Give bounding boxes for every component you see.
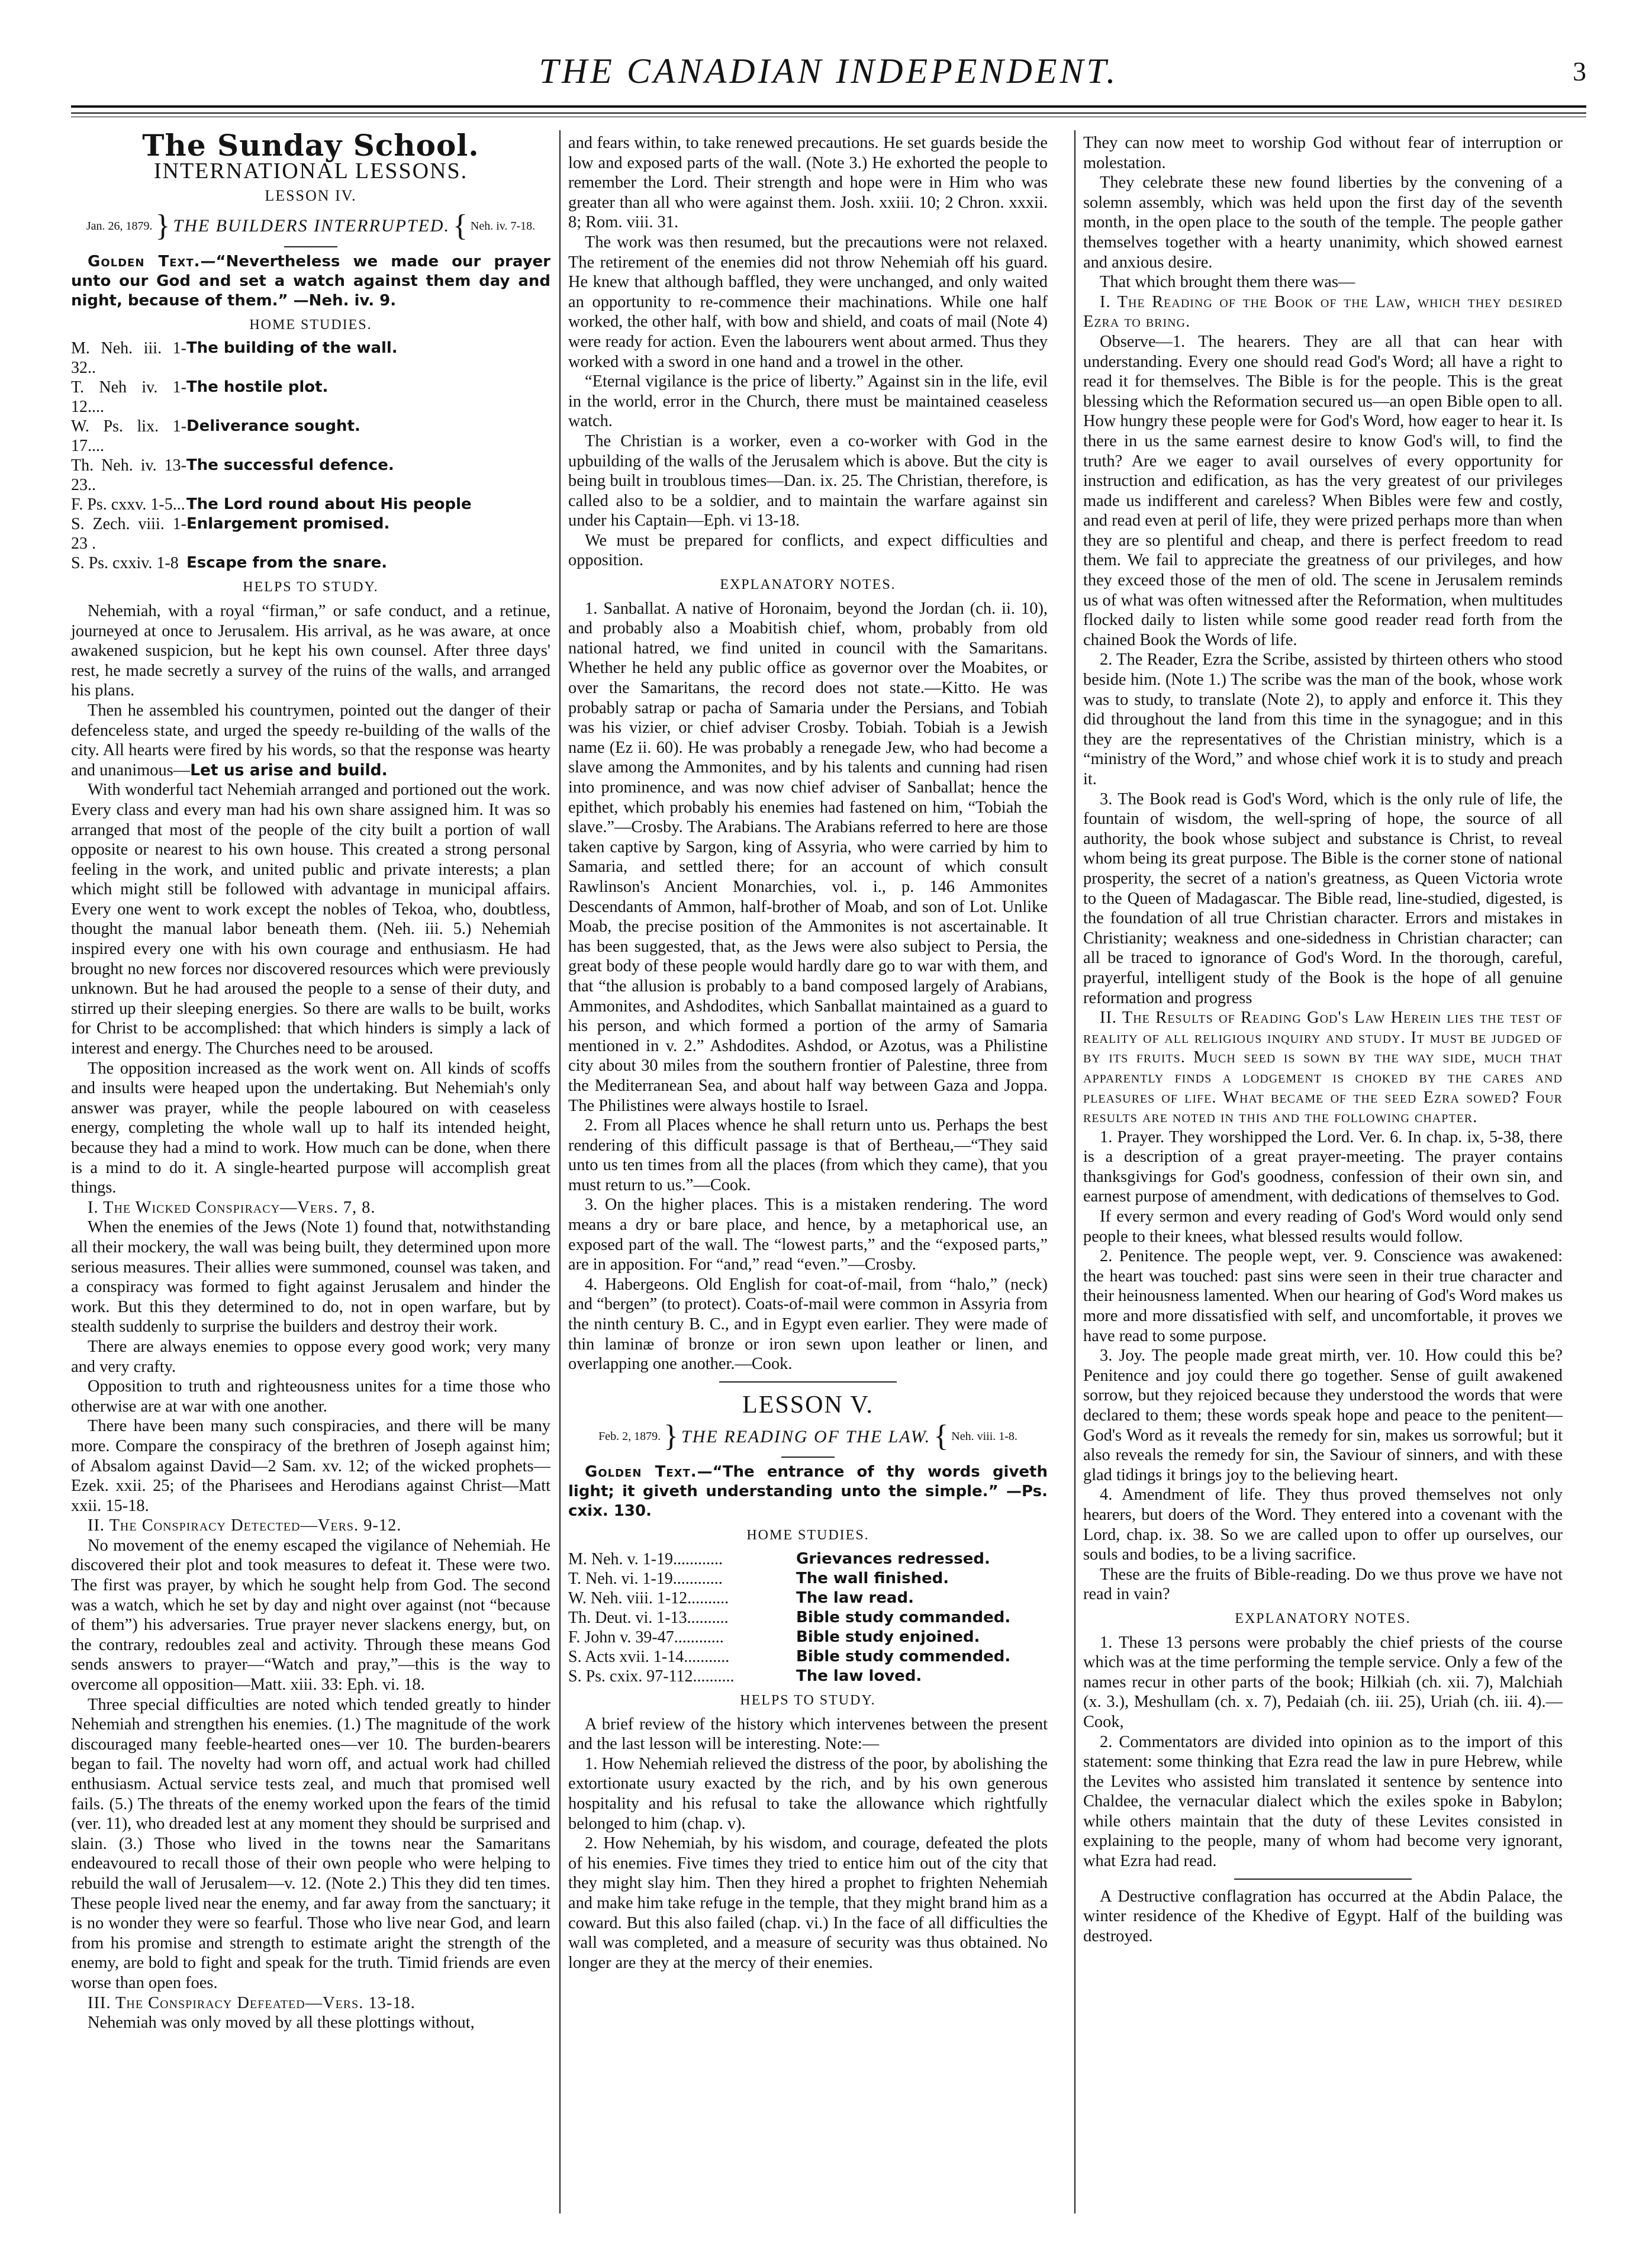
paragraph <box>71 701 550 780</box>
list-item <box>71 417 550 456</box>
header-rule <box>71 105 1586 108</box>
divider <box>719 1381 897 1383</box>
golden-text-body: —“Nevertheless we made our prayer unto our God and set a watch against them day and night, because of them.” —Neh. iv. 9. <box>71 252 550 310</box>
study-topic: Grievances redressed. <box>796 1550 990 1568</box>
divider <box>781 1457 835 1458</box>
scripture-ref: Th. Deut. vi. 1-13.......... <box>568 1609 729 1627</box>
lesson-date: Feb. 2, 1879. <box>598 1430 661 1444</box>
paragraph: When the enemies of the Jews (Note 1) found that, notwithstanding all their mockery, the wall was being built, they determined upon more serious measures. Their allies were summoned, counsel was taken, and a conspiracy was formed to fight against Jerusalem and hinder the work. But this they determined to do, not in open warfare, but by stealth suddenly to surprise the builders and destroy their work. <box>71 1218 550 1336</box>
paragraph: “Eternal vigilance is the price of liberty.” Against sin in the life, evil in the world, error in the Church, there must be maintained ceaseless watch. <box>568 372 1048 431</box>
subsection-heading: III. The Conspiracy Defeated—Vers. 13-18. <box>88 1993 416 2012</box>
lesson-reference: Neh. iv. 7-18. <box>470 219 536 233</box>
home-studies-heading: HOME STUDIES. <box>746 1528 870 1544</box>
paragraph: They celebrate these new found liberties by the convening of a solemn assembly, which was held upon the first day of the seventh month, in the open place to the south of the temple. The people gather themselves together with a hearty unanimity, which showed earnest and anxious desire. <box>1083 173 1563 272</box>
paragraph: No movement of the enemy escaped the vigilance of Nehemiah. He discovered their plot and took measures to defeat it. These were two. The first was prayer, by which he sought help from God. The second was a watch, which he set by day and night over against (not “because of them”) his adversaries. True prayer never slackens energy, but, on the contrary, redoubles zeal and activity. Through these means God sends answers to prayer—“Watch and pray,”—this is the way to overcome all opposition—Matt. xiii. 33: Eph. vi. 18. <box>71 1536 550 1694</box>
note: 2. From all Places whence he shall return unto us. Perhaps the best rendering of this difficult passage is that of Bertheau,—“They said unto us ten times from all the places (from which they came), that you must return to us.”—Cook. <box>568 1116 1048 1194</box>
section-masthead: The Sunday School. <box>142 128 479 163</box>
list-item <box>71 339 550 378</box>
lesson-title-row <box>71 208 550 243</box>
scripture-ref: S. Ps. cxxiv. 1-8 <box>71 554 179 573</box>
note: 2. Commentators are divided into opinion as to the import of this statement: some thinking that Ezra read the law in pure Hebrew, while the Levites who assisted him translated it sentence by sentence into Chaldee, the vernacular dialect which the exiles spoke in Babylon; while others maintain that the duty of these Levites consisted in explaining to the people, many of whom had become very ignorant, what Ezra had read. <box>1083 1732 1563 1871</box>
subsection-heading: I. The Wicked Conspiracy—Vers. 7, 8. <box>88 1198 376 1217</box>
divider <box>1234 1879 1412 1880</box>
study-topic: Enlargement promised. <box>186 515 390 533</box>
study-topic: The Lord round about His people <box>186 495 472 514</box>
study-topic: The law loved. <box>796 1667 922 1685</box>
list-item <box>568 1628 1048 1647</box>
golden-text-label: Golden Text. <box>88 252 201 270</box>
paragraph: Nehemiah, with a royal “firman,” or safe conduct, and a retinue, journeyed at once to Jerusalem. His arrival, as he was aware, at once awakened suspicion, but he kept his own counsel. After three days' rest, he made secretly a survey of the ruins of the walls, and arranged his plans. <box>71 601 550 700</box>
list-item <box>568 1569 1048 1589</box>
paragraph: That which brought them there was— <box>1100 273 1355 292</box>
list-item <box>71 378 550 417</box>
paragraph: 2. The Reader, Ezra the Scribe, assisted by thirteen others who stood beside him. (Note 1.) The scribe was the man of the book, whose work was to study, to translate (Note 2), to apply and enforce it. This they did throughout the land from this time in the synagogue; and in this they are the representatives of the Christian ministry, which is a “ministry of the Word,” and whose chief work it is to study and preach it. <box>1083 650 1563 788</box>
lesson-title-row <box>568 1421 1048 1452</box>
paragraph: The work was then resumed, but the precautions were not relaxed. The retirement of the enemies did not throw Nehemiah off his guard. He knew that although baffled, they were unchanged, and only waited an opportunity to re-commence their machinations. While one half worked, the other half, with bow and shield, and coats of mail (Note 4) were ready for action. Even the labourers went about armed. Thus they worked with a sword in one hand and a trowel in the other. <box>568 233 1048 371</box>
note: 3. On the higher places. This is a mistaken rendering. The word means a dry or bare place, and hence, by a metaphorical use, an exposed part of the wall. The “lowest parts,” and the “exposed parts,” are in apposition. For “and,” read “even.”—Crosby. <box>568 1196 1048 1274</box>
scripture-ref: M. Neh. v. 1-19............ <box>568 1550 723 1568</box>
header-rule <box>71 112 1586 114</box>
page-header <box>71 47 1586 118</box>
paragraph: If every sermon and every reading of God's Word would only send people to their knees, what blessed results would follow. <box>1083 1207 1563 1246</box>
paragraph: 1. Prayer. They worshipped the Lord. Ver. 6. In chap. ix, 5-38, there is a description of a great prayer-meeting. The prayer contains thanksgivings for God's goodness, confession of their own sin, and earnest purpose of amendment, with dedications of themselves to God. <box>1083 1127 1563 1206</box>
list-item <box>71 495 550 514</box>
paragraph: There are always enemies to oppose every good work; very many and very crafty. <box>71 1337 550 1376</box>
scripture-ref: T. Neh iv. 1-12.... <box>71 378 186 417</box>
list-item <box>568 1549 1048 1569</box>
study-topic: Escape from the snare. <box>186 554 388 572</box>
study-topic: Bible study enjoined. <box>796 1628 980 1646</box>
lesson-title: THE BUILDERS INTERRUPTED. <box>173 215 450 236</box>
paragraph: 2. Penitence. The people wept, ver. 9. Conscience was awakened: the heart was touched: past sins were seen in their true character and their heinousness lamented. When our hearing of God's Word makes us more and more dissatisfied with self, and uncomfortable, it proves we have read to some purpose. <box>1083 1247 1563 1345</box>
study-topic: Deliverance sought. <box>186 417 360 436</box>
list-item <box>568 1589 1048 1608</box>
column-divider <box>1074 130 1075 2213</box>
brace: { <box>452 208 468 243</box>
home-studies-list <box>568 1549 1048 1686</box>
study-topic: The wall finished. <box>796 1570 949 1587</box>
paragraph-text: Then he assembled his countrymen, pointed out the danger of their defenceless state, and urged the speedy re-building of the walls of the city. All hearts were fired by his words, so that the response was hearty and unanimous— <box>71 701 550 779</box>
emphasis: Let us arise and build. <box>190 761 388 779</box>
column-1 <box>71 128 550 2033</box>
golden-text <box>71 252 550 311</box>
scripture-ref: F. John v. 39-47............ <box>568 1628 724 1647</box>
scripture-ref: S. Zech. viii. 1-23 . <box>71 515 186 553</box>
list-item <box>568 1647 1048 1667</box>
paragraph: 2. How Nehemiah, by his wisdom, and courage, defeated the plots of his enemies. Five times they tried to entice him out of the city that they might slay him. Then they hired a prophet to frighten Nehemiah and make him take refuge in the temple, that they might brand him as a coward. But this also failed (chap. vi.) In the face of all difficulties the wall was completed, and a measure of security was thus obtained. No longer are they at the mercy of their enemies. <box>568 1834 1048 1972</box>
subsection-heading: I. The Reading of the Book of the Law, which they desired Ezra to bring. <box>1083 292 1563 331</box>
home-studies-heading: HOME STUDIES. <box>249 317 372 333</box>
paragraph: Observe—1. The hearers. They are all that can hear with understanding. Every one should read God's Word; all have a right to read it for themselves. The Bible is for the people. This is the great blessing which the Reformation secured us—an open Bible open to all. How hungry these people were for God's Word, how eager to hear it. Is there in us the same earnest desire to know God's will, to find the truth? Are we eager to avail ourselves of every opportunity for instruction and edification, as has the very greatest of our privileges made us indifferent and careless? When Bibles were few and costly, and read even at peril of life, they were prized perhaps more than when they are so plentiful and cheap, and there is perfect freedom to read them. We fail to appreciate the greatness of our privileges, and how they exceed those of the men of old. The scene in Jerusalem reminds us of what was often witnessed after the Reformation, when multitudes flocked daily to listen while some good reader read forth from the chained Book the Words of life. <box>1083 332 1563 649</box>
list-item <box>568 1667 1048 1686</box>
column-3 <box>1083 133 1563 1946</box>
scripture-ref: S. Ps. cxix. 97-112.......... <box>568 1667 735 1686</box>
brace: { <box>933 1419 949 1454</box>
study-topic: The successful defence. <box>186 456 394 475</box>
brace: } <box>155 208 170 243</box>
study-topic: The building of the wall. <box>186 339 398 357</box>
publication-title: THE CANADIAN INDEPENDENT. <box>539 51 1119 91</box>
scripture-ref: Th. Neh. iv. 13-23.. <box>71 456 186 495</box>
list-item <box>568 1608 1048 1628</box>
paragraph: 4. Amendment of life. They thus proved themselves not only hearers, but doers of the Word. They entered into a covenant with the Lord, chap. ix. 38. So we are called upon to offer up ourselves, our souls and bodies, to be a living sacrifice. <box>1083 1486 1563 1564</box>
study-topic: Bible study commanded. <box>796 1609 1011 1626</box>
brace: } <box>664 1419 679 1454</box>
scripture-ref: S. Acts xvii. 1-14........... <box>568 1648 730 1666</box>
home-studies-list <box>71 339 550 573</box>
page-number: 3 <box>1573 56 1586 86</box>
paragraph: They can now meet to worship God without fear of interruption or molestation. <box>1083 134 1563 172</box>
paragraph: We must be prepared for conflicts, and expect difficulties and opposition. <box>568 531 1048 570</box>
study-topic: Bible study commended. <box>796 1648 1011 1665</box>
subsection-heading: II. The Conspiracy Detected—Vers. 9-12. <box>88 1516 402 1535</box>
helps-heading: HELPS TO STUDY. <box>243 579 379 595</box>
lesson-label: LESSON IV. <box>265 187 357 205</box>
paragraph: These are the fruits of Bible-reading. Do we thus prove we have not read in vain? <box>1083 1565 1563 1604</box>
paragraph: 1. How Nehemiah relieved the distress of the poor, by abolishing the extortionate usury exacted by the rich, and by his own generous hospitality and his refusal to take the allowance which rightfully belonged to him (chap. v). <box>568 1754 1048 1833</box>
helps-heading: HELPS TO STUDY. <box>740 1693 876 1708</box>
divider <box>284 246 337 247</box>
lesson-reference: Neh. viii. 1-8. <box>951 1430 1017 1444</box>
paragraph: The opposition increased as the work went on. All kinds of scoffs and insults were heaped upon the undertaking. But Nehemiah's only answer was prayer, while the people laboured on with ceaseless energy, completing the whole wall up to half its intended height, because they had a mind to work. How much can be done, when there is a mind to do it. A single-hearted purpose will accomplish great things. <box>71 1059 550 1197</box>
scripture-ref: W. Neh. viii. 1-12.......... <box>568 1589 729 1607</box>
scripture-ref: M. Neh. iii. 1-32.. <box>71 339 186 378</box>
paragraph: Opposition to truth and righteousness unites for a time those who otherwise are at war with one another. <box>71 1377 550 1416</box>
paragraph: 3. Joy. The people made great mirth, ver. 10. How could this be? Penitence and joy could there go together. Sense of guilt awakened sorrow, but they rejoiced because they understood the words that were declared to them; these words speak hope and peace to the penitent—God's Word as it reveals the remedy for sin, makes us sorrowful; but it also reveals the remedy for sin, the Saviour of sinners, and with these glad tidings it brings joy to the believing heart. <box>1083 1346 1563 1484</box>
study-topic: The law read. <box>796 1589 914 1607</box>
column-2 <box>568 133 1048 1973</box>
scripture-ref: T. Neh. vi. 1-19............ <box>568 1570 723 1588</box>
scripture-ref: W. Ps. lix. 1-17.... <box>71 417 186 456</box>
paragraph: A brief review of the history which intervenes between the present and the last lesson will be interesting. Note:— <box>568 1715 1048 1754</box>
paragraph: With wonderful tact Nehemiah arranged and portioned out the work. Every class and every man had his own share assigned him. It was so arranged that most of the people of the city built a portion of wall opposite or nearest to his own house. This created a strong personal feeling in the work, and united public and private interests; a plan which might still be followed with advantage in municipal affairs. Every one went to work except the nobles of Tekoa, who, doubtless, thought the manual labor beneath them. (Neh. iii. 5.) Nehemiah inspired every one with his own courage and enthusiasm. He had brought no new forces nor discovered resources which were previously unknown. But he had aroused the people to a sense of their duty, and stirred up their sleeping energies. So there are walls to be built, works for Christ to be accomplished: that which hinders is simply a lack of interest and energy. The Churches need to be aroused. <box>71 781 550 1058</box>
golden-text-body: —“The entrance of thy words giveth light; it giveth understanding unto the simple.” —Ps. cxix. 130. <box>568 1463 1048 1520</box>
note: 4. Habergeons. Old English for coat-of-mail, from “halo,” (neck) and “bergen” (to protect). Coats-of-mail were common in Assyria from the ninth century B. C., and in Egypt even earlier. They were made of thin laminæ of bronze or iron sewn upon leather or linen, and overlapping one another.—Cook. <box>568 1275 1048 1374</box>
notes-heading: EXPLANATORY NOTES. <box>1235 1610 1411 1626</box>
list-item <box>71 514 550 553</box>
paragraph: Nehemiah was only moved by all these plottings without, <box>88 2013 475 2032</box>
golden-text <box>568 1462 1048 1521</box>
notes-heading: EXPLANATORY NOTES. <box>720 577 896 593</box>
column-divider <box>559 130 561 2213</box>
paragraph: The Christian is a worker, even a co-worker with God in the upbuilding of the walls of the Jerusalem which is above. But the city is being built in troublous times—Dan. ix. 25. The Christian, therefore, is called also to be a soldier, and to maintain the warfare against sin under his Captain—Eph. vi 13-18. <box>568 431 1048 530</box>
golden-text-label: Golden Text. <box>585 1463 697 1481</box>
news-item: A Destructive conflagration has occurred at the Abdin Palace, the winter residence of the Khedive of Egypt. Half of the building was destroyed. <box>1083 1887 1563 1945</box>
lesson-label: LESSON V. <box>742 1391 874 1419</box>
note: 1. These 13 persons were probably the chief priests of the course which was at the time performing the temple service. Only a few of the names recur in other parts of the book; Hilkiah (ch. xii. 7), Malchiah (x. 3.), Meshullam (ch. x. 7), Pedaiah (ch. iii. 25), Uriah (ch. iii. 4).—Cook, <box>1083 1633 1563 1731</box>
subsection-heading: II. The Results of Reading God's Law Herein lies the test of reality of all religious inquiry and study. It must be judged of by its fruits. Much seed is sown by the way side, much that apparently finds a lodgement is choked by the cares and pleasures of life. What became of the seed Ezra sowed? Four results are noted in this and the following chapter. <box>1083 1008 1563 1127</box>
list-item <box>71 553 550 573</box>
scripture-ref: F. Ps. cxxv. 1-5... <box>71 495 185 514</box>
lesson-title: THE READING OF THE LAW. <box>681 1426 931 1446</box>
paragraph: and fears within, to take renewed precautions. He set guards beside the low and exposed parts of the wall. (Note 3.) He exhorted the people to remember the Lord. Their strength and hope were in Him who was greater than all who were against them. Josh. xxiii. 10; 2 Chron. xxxii. 8; Rom. viii. 31. <box>568 134 1048 232</box>
list-item <box>71 456 550 495</box>
section-subhead: INTERNATIONAL LESSONS. <box>153 158 468 183</box>
note: 1. Sanballat. A native of Horonaim, beyond the Jordan (ch. ii. 10), and probably also a Moabitish chief, whom, probably from old national hatred, we find united in council with the Samaritans. Whether he held any public office as governor over the Moabites, or over the Samaritans, the record does not state.—Kitto. He was probably satrap or pacha of Samaria under the Persians, and Tobiah was his vizier, or chief adviser Crosby. Tobiah. Tobiah is a Jewish name (Ez ii. 60). He was probably a renegade Jew, who had become a slave among the Ammonites, and by his talents and cunning had risen into prominence, and was now chief adviser of Sanballat; hence the epithet, which probably his enemies had fastened on him, “Tobiah the slave.”—Crosby. The Arabians. The Arabians referred to here are those taken captive by Sargon, king of Assyria, who were carried by him to Samaria, and settled there; for an account of which consult Rawlinson's Ancient Monarchies, vol. i., p. 146 Ammonites Descendants of Ammon, half-brother of Moab, and son of Lot. Unlike Moab, the precise position of the Ammonites is not ascertainable. It has been suggested, that, as the Jews were also subject to Persia, the great body of these people would hardly dare go to war with them, and that “the allusion is probably to a band composed largely of Arabians, Ammonites, and Ashdodites, which Sanballat maintained as a guard to his person, and which formed a portion of the army of Samaria mentioned in v. 2.” Ashdodites. Ashdod, or Azotus, was a Philistine city about 30 miles from the southern frontier of Palestine, three from the Mediterranean Sea, and about half way between Gaza and Joppa. The Philistines were always hostile to Israel. <box>568 599 1048 1115</box>
paragraph: Three special difficulties are noted which tended greatly to hinder Nehemiah and strengthen his enemies. (1.) The magnitude of the work discouraged many feeble-hearted ones—ver 10. The burden-bearers began to fail. The novelty had worn off, and actual work had chilled enthusiasm. Actual service tests zeal, and much that promised well fails. (5.) The threats of the enemy worked upon the fears of the timid (ver. 11), who dreaded lest at any moment they should be surprised and slain. (3.) Those who lived in the towns near the Samaritans endeavoured to recall those of their own people who were helping to rebuild the wall of Jerusalem—v. 12. (Note 2.) This they did ten times. These people lived near the enemy, and far away from the sanctuary; it is no wonder they were so fearful. Those who live near God, and learn from his promise and strength to estimate aright the strength of the enemy, are bold to fight and speak for the truth. Timid friends are even worse than open foes. <box>71 1695 550 1992</box>
study-topic: The hostile plot. <box>186 378 329 397</box>
paragraph: 3. The Book read is God's Word, which is the only rule of life, the fountain of wisdom, the well-spring of hope, the source of all authority, the book whose subject and substance is Christ, to reveal whom being its great purpose. The Bible is the corner stone of national prosperity, the secret of a nation's greatness, as Queen Victoria wrote to the Queen of Madagascar. The Bible read, line-studied, digested, is the foundation of all true Christian character. Errors and mistakes in Christianity; weakness and one-sidedness in Christian character; can all be traced to ignorance of God's Word. In the thorough, careful, prayerful, intelligent study of the Book is the hope of all genuine reformation and progress <box>1083 790 1563 1007</box>
paragraph: There have been many such conspiracies, and there will be many more. Compare the conspiracy of the brethren of Joseph against him; of Absalom against David—2 Sam. xv. 12; of the wicked prophets—Ezek. xxii. 25; of the Pharisees and Herodians against Christ—Matt xxii. 15-18. <box>71 1417 550 1515</box>
lesson-date: Jan. 26, 1879. <box>86 219 153 233</box>
